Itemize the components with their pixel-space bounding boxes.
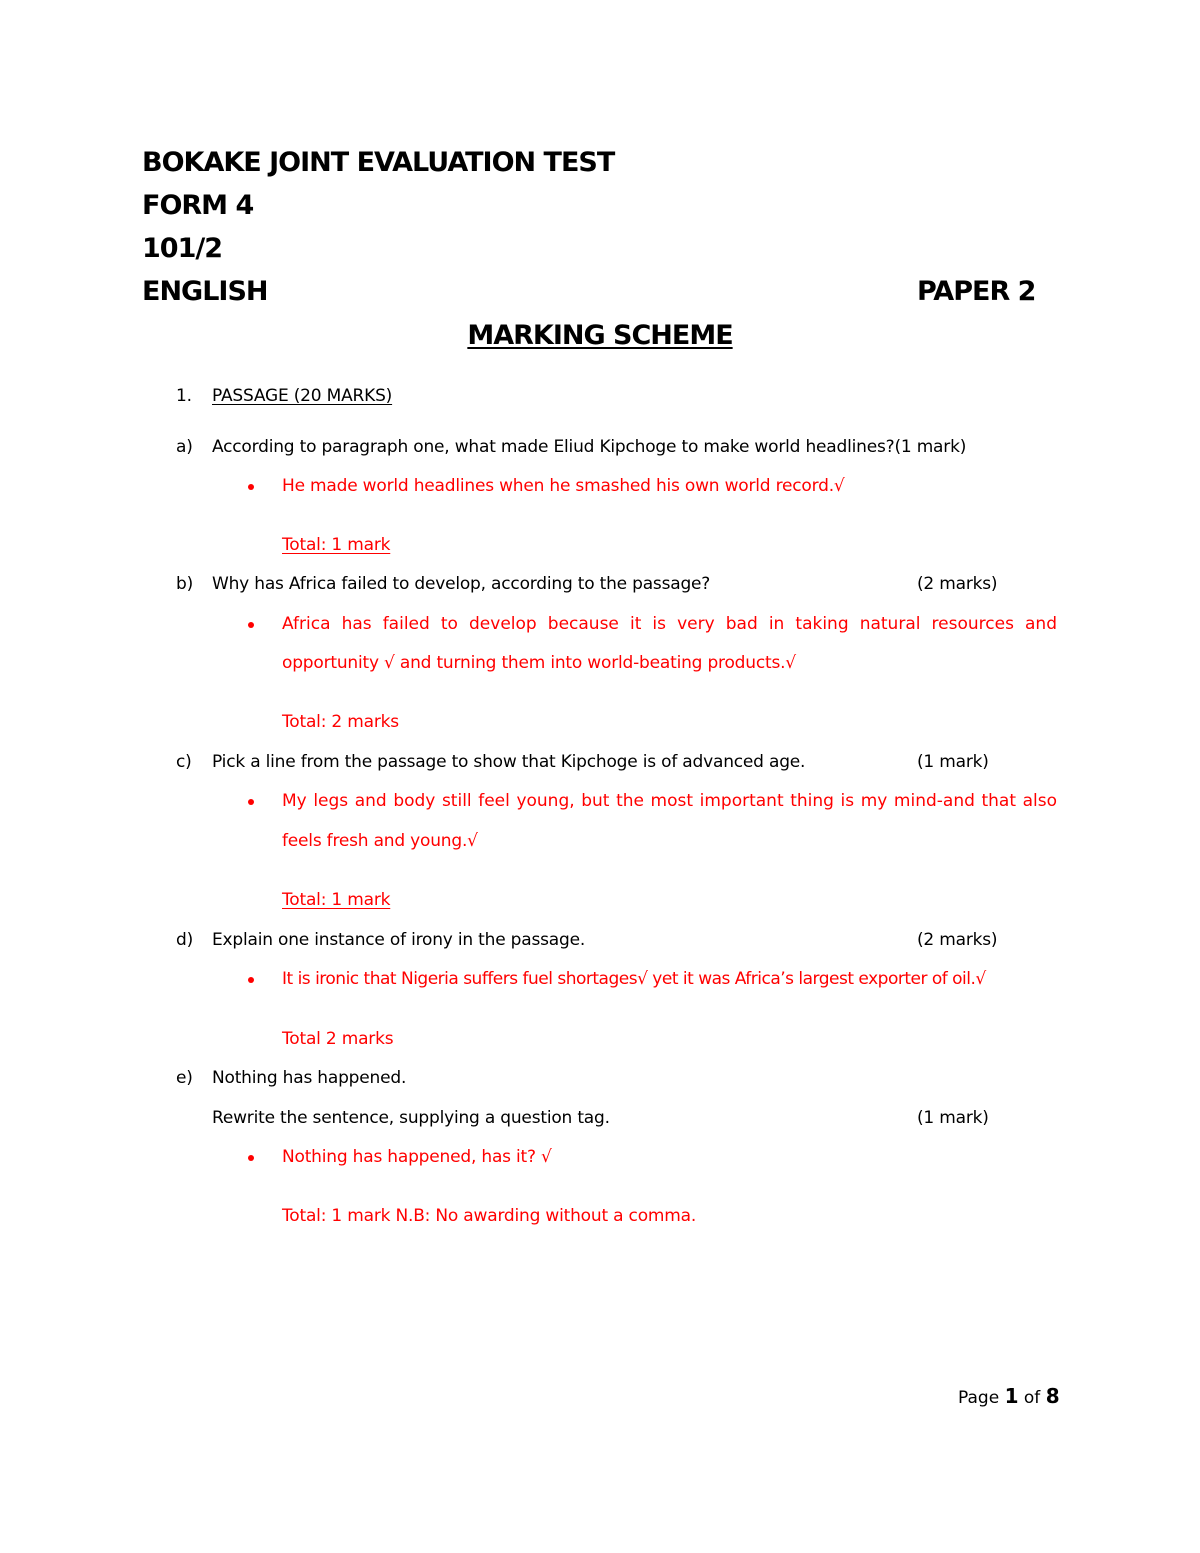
- page-current: 1: [1004, 1384, 1019, 1408]
- total-marks: Total: 1 mark: [282, 535, 391, 555]
- total-marks: Total: 1 mark N.B: No awarding without a comma.: [282, 1206, 697, 1226]
- answer-text: It is ironic that Nigeria suffers fuel shortages√ yet it was Africa’s largest exporter of oil.√: [282, 969, 986, 989]
- page-total: 8: [1045, 1384, 1060, 1408]
- question-text: Nothing has happened.: [212, 1068, 407, 1088]
- total-marks: Total 2 marks: [282, 1029, 394, 1049]
- question-instruction: Rewrite the sentence, supplying a question tag.: [212, 1108, 610, 1128]
- page-title: MARKING SCHEME: [467, 320, 733, 351]
- total-marks: Total: 1 mark: [282, 890, 391, 910]
- answer-text-continued: feels fresh and young.√: [282, 831, 478, 851]
- section-number: 1.: [176, 386, 192, 406]
- answer-text: My legs and body still feel young, but the most important thing is my mind-and that also: [282, 791, 1057, 811]
- answer-text: He made world headlines when he smashed his own world record.√: [282, 476, 845, 496]
- question-text: Pick a line from the passage to show that Kipchoge is of advanced age.: [212, 752, 806, 772]
- page-number: [958, 1384, 1060, 1408]
- bullet-icon: [248, 799, 254, 805]
- question-text: Why has Africa failed to develop, according to the passage?: [212, 574, 711, 594]
- paper-code: 101/2: [142, 233, 223, 264]
- form-label: FORM 4: [142, 190, 254, 221]
- question-label: c): [176, 752, 192, 772]
- section-title: PASSAGE (20 MARKS): [212, 386, 393, 406]
- test-title: BOKAKE JOINT EVALUATION TEST: [142, 147, 615, 178]
- bullet-icon: [248, 977, 254, 983]
- question-text: According to paragraph one, what made Eliud Kipchoge to make world headlines?(1 mark): [212, 437, 967, 457]
- bullet-icon: [248, 622, 254, 628]
- answer-text-continued: opportunity √ and turning them into world-beating products.√: [282, 653, 796, 673]
- question-label: b): [176, 574, 194, 594]
- question-marks: (2 marks): [917, 930, 998, 950]
- of-word: of: [1023, 1388, 1041, 1408]
- paper-label: PAPER 2: [917, 276, 1036, 307]
- total-marks: Total: 2 marks: [282, 712, 399, 732]
- question-marks: (1 mark): [917, 1108, 989, 1128]
- question-marks: (1 mark): [917, 752, 989, 772]
- subject-label: ENGLISH: [142, 276, 268, 307]
- question-label: d): [176, 930, 194, 950]
- bullet-icon: [248, 484, 254, 490]
- bullet-icon: [248, 1155, 254, 1161]
- question-label: a): [176, 437, 193, 457]
- question-label: e): [176, 1068, 193, 1088]
- question-text: Explain one instance of irony in the passage.: [212, 930, 586, 950]
- question-marks: (2 marks): [917, 574, 998, 594]
- answer-text: Nothing has happened, has it? √: [282, 1147, 552, 1167]
- answer-text: Africa has failed to develop because it is very bad in taking natural resources and: [282, 614, 1057, 634]
- page-word: Page: [958, 1388, 1000, 1408]
